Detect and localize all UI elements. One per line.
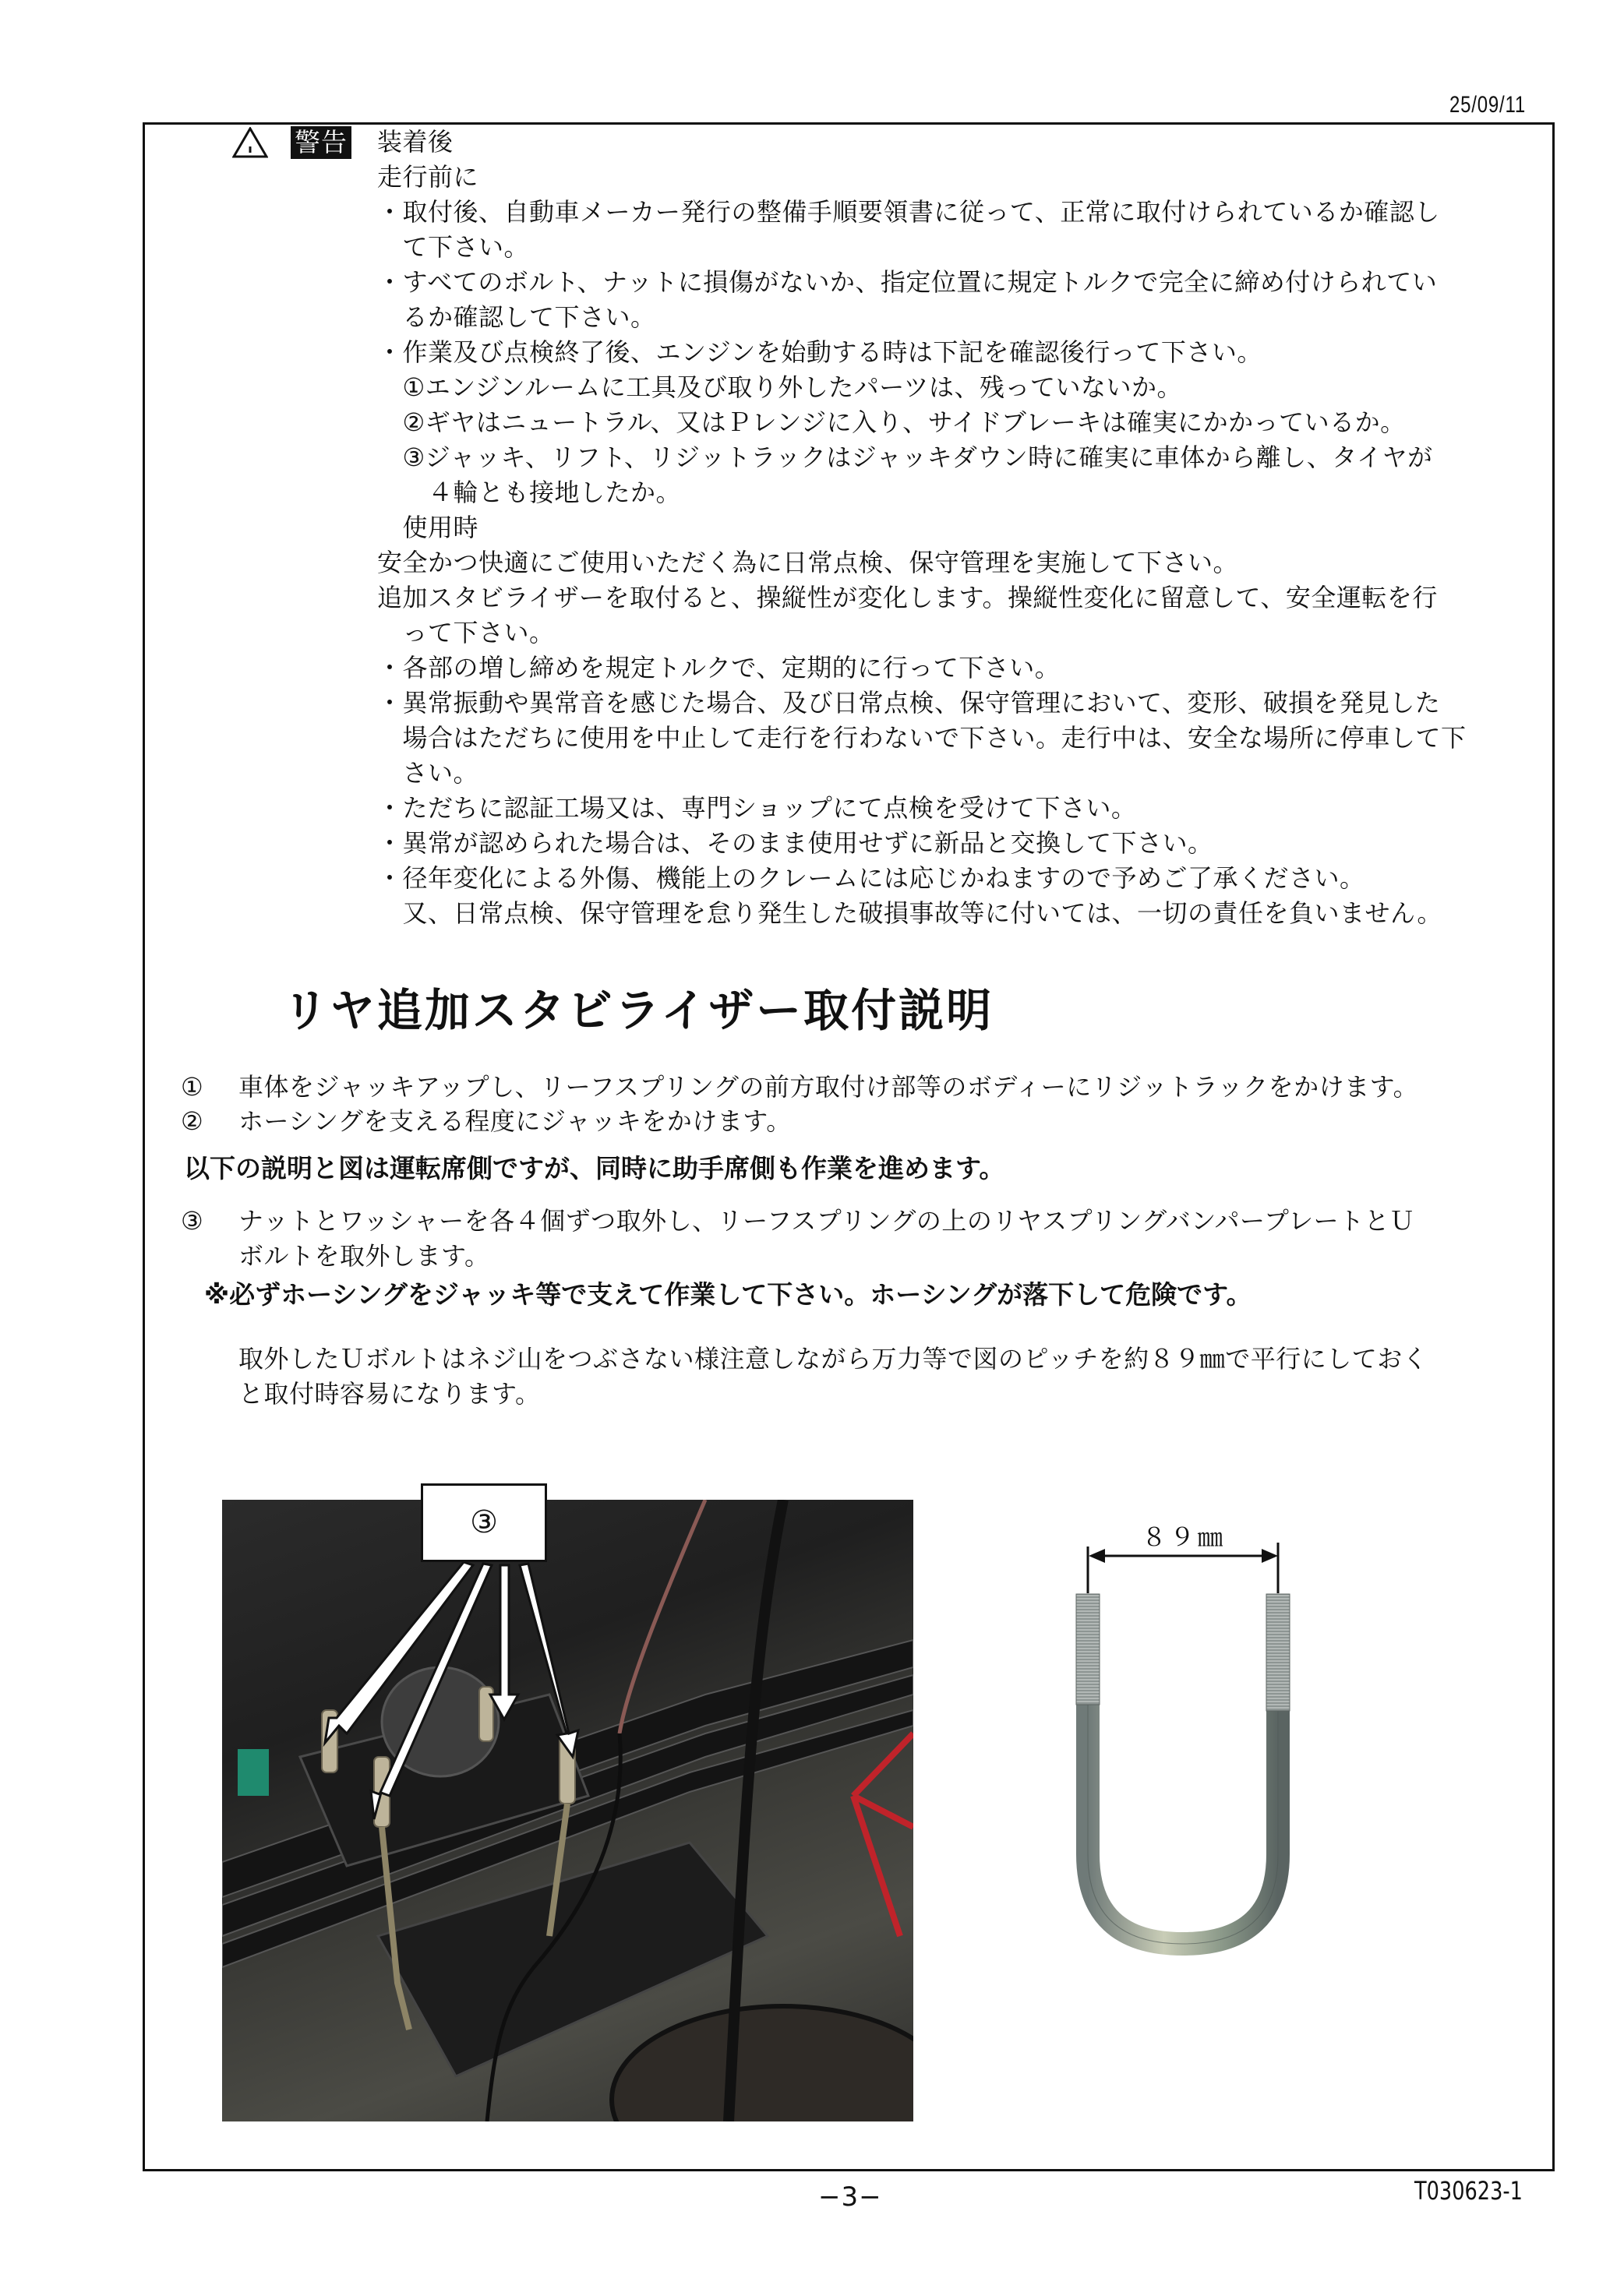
list-item: るか確認して下さい。 [377,302,656,332]
list-item: ①エンジンルームに工具及び取り外したパーツは、残っていないか。 [377,372,1183,402]
during-use-heading: 使用時 [377,513,479,542]
dimension-label: ８９㎜ [1142,1522,1227,1552]
step-3-line-2: ボルトを取外します。 [238,1241,490,1271]
list-item: ・取付後、自動車メーカー発行の整備手順要領書に従って、正常に取付けられているか確認し [377,197,1440,227]
list-item: ・ただちに認証工場又は、専門ショップにて点検を受けて下さい。 [377,793,1137,823]
list-item: ・異常が認められた場合は、そのまま使用せずに新品と交換して下さい。 [377,828,1213,858]
step-3-number: ③ [181,1206,204,1236]
side-note: 以下の説明と図は運転席側ですが、同時に助手席側も作業を進めます。 [184,1153,1005,1183]
list-item: ・径年変化による外傷、機能上のクレームには応じかねますので予めご了承ください。 [377,863,1365,893]
u-bolt-figure [1068,1519,1301,1971]
suspension-photo-illustration [222,1500,913,2121]
list-item: ・各部の増し締めを規定トルクで、定期的に行って下さい。 [377,653,1061,682]
tip-line-1: 取外したＵボルトはネジ山をつぶさない様注意しながら万力等で図のピッチを約８９㎜で平行にしておく [238,1344,1428,1374]
tip-line-2: と取付時容易になります。 [238,1379,541,1409]
list-item: て下さい。 [377,232,530,262]
list-item: ③ジャッキ、リフト、リジットラックはジャッキダウン時に確実に車体から離し、タイヤが [377,443,1433,472]
caution-note: ※必ずホーシングをジャッキ等で支えて作業して下さい。ホーシングが落下して危険です。 [204,1279,1252,1310]
list-item: ②ギヤはニュートラル、又はＰレンジに入り、サイドブレーキは確実にかかっているか。 [377,407,1406,437]
before-driving-heading: 走行前に [377,162,479,192]
list-item: ・作業及び点検終了後、エンジンを始動する時は下記を確認後行って下さい。 [377,337,1262,367]
list-item: 又、日常点検、保守管理を怠り発生した破損事故等に付いては、一切の責任を負いません。 [377,898,1442,928]
page-number: −3− [818,2181,882,2213]
step-1-number: ① [181,1072,204,1102]
document-date: 25/09/11 [1449,92,1527,118]
list-item: ４輪とも接地したか。 [377,478,682,507]
suspension-photo [222,1500,913,2121]
callout-step-3: ③ [421,1483,547,1562]
page-title: リヤ追加スタビライザー取付説明 [283,984,994,1037]
warning-triangle-icon [232,127,268,158]
warning-heading: 装着後 [377,127,454,157]
list-item: 場合はただちに使用を中止して走行を行わないで下さい。走行中は、安全な場所に停車して下 [377,723,1467,753]
document-code: T030623-1 [1414,2176,1523,2206]
warning-label: 警告 [291,126,351,159]
step-1-text: 車体をジャッキアップし、リーフスプリングの前方取付け部等のボディーにリジットラックをかけます。 [238,1072,1419,1102]
step-3-line-1: ナットとワッシャーを各４個ずつ取外し、リーフスプリングの上のリヤスプリングバンパープレートとＵ [238,1206,1415,1236]
list-item: 追加スタビライザーを取付ると、操縦性が変化します。操縦性変化に留意して、安全運転を行 [377,583,1438,612]
list-item: 安全かつ快適にご使用いただく為に日常点検、保守管理を実施して下さい。 [377,548,1239,577]
dimension-arrow [1088,1543,1278,1593]
list-item: ・異常振動や異常音を感じた場合、及び日常点検、保守管理において、変形、破損を発見した [377,688,1441,718]
step-2-text: ホーシングを支える程度にジャッキをかけます。 [238,1106,792,1136]
list-item: って下さい。 [377,618,555,647]
list-item: ・すべてのボルト、ナットに損傷がないか、指定位置に規定トルクで完全に締め付けられてい [377,267,1438,297]
list-item: さい。 [377,758,479,788]
step-2-number: ② [181,1106,204,1136]
